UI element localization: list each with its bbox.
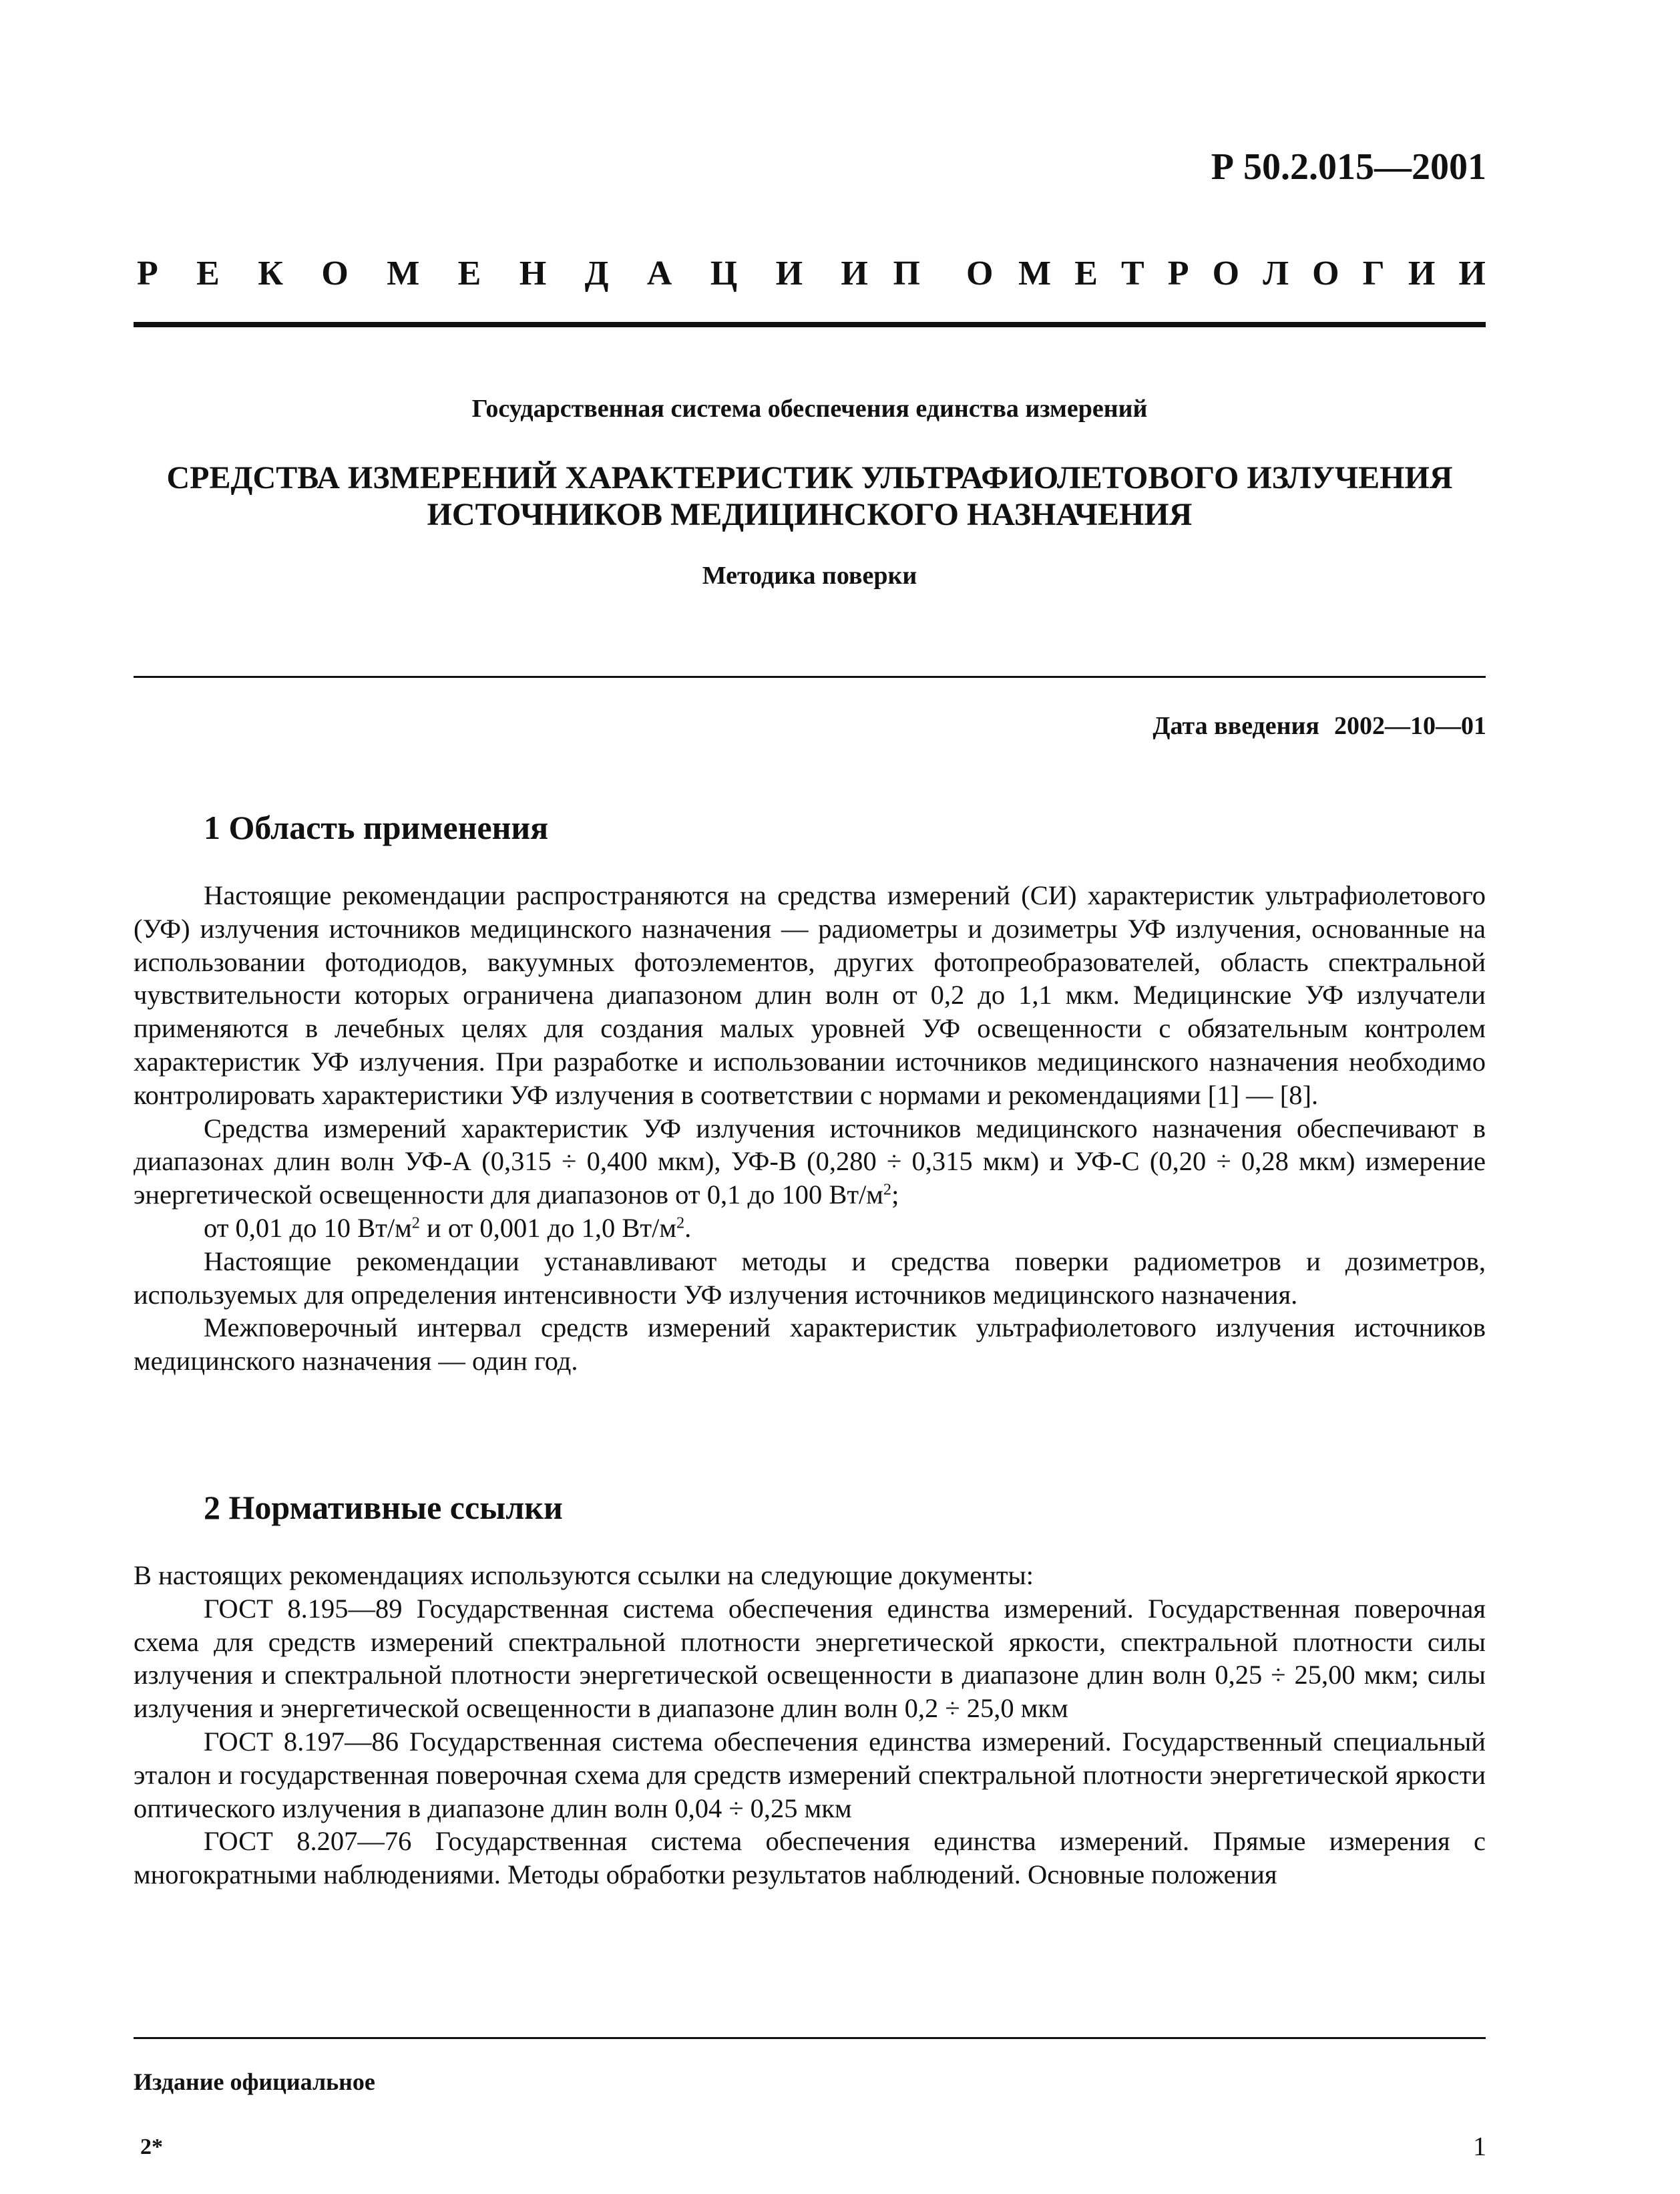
series-letter: О: [1212, 254, 1240, 293]
series-letter: И: [1408, 254, 1436, 293]
section-1-paragraph-scope: Настоящие рекомендации распространяются на средства измерений (СИ) характеристик ультрафиолетового (УФ) излучения источников медицинского назначения — радиометры и дозиметры УФ излучения, основанные на использовании фотодиодов, вакуумных фотоэлементов, других фотопреобразователей, область спектральной чувствительности которых ограничена диапазоном длин волн от 0,2 до 1,1 мкм. Медицинские УФ излучатели применяются в лечебных целях для создания малых уровней УФ освещенности с обязательным контролем характеристик УФ излучения. При разработке и использовании источников медицинского назначения необходимо контролировать характеристики УФ излучения в соответствии с нормами и рекомендациями [1] — [8].: [134, 880, 1486, 1110]
section-2-body: [134, 1559, 1486, 1891]
section-1-paragraph-ranges-cont: от 0,01 до 10 $Вт/м^2$ и от 0,001 до 1,0 $Вт/м^2$.: [204, 1212, 692, 1243]
series-letter: Ц: [710, 254, 738, 293]
series-letter: Р: [1167, 254, 1189, 293]
series-letter: М: [387, 254, 420, 293]
series-heading: [137, 254, 1486, 293]
title-rule: [134, 676, 1486, 678]
edition-label: Издание официальное: [134, 2068, 375, 2095]
series-letter: М: [1018, 254, 1052, 293]
series-letter: Л: [1263, 254, 1289, 293]
introduction-date-label: Дата введения: [1152, 712, 1319, 740]
introduction-date-value: 2002—10—01: [1334, 712, 1486, 740]
reference-gost-8-195: ГОСТ 8.195—89 Государственная система обеспечения единства измерений. Государственная поверочная схема для средств измерений спектральной плотности энергетической яркости, спектральной плотности силы излучения и спектральной плотности энергетической освещенности в диапазоне длин волн 0,25 ÷ 25,00 мкм; силы излучения и энергетической освещенности в диапазоне длин волн 0,2 ÷ 25,0 мкм: [134, 1593, 1486, 1724]
document-title-line-1: СРЕДСТВА ИЗМЕРЕНИЙ ХАРАКТЕРИСТИК УЛЬТРАФИОЛЕТОВОГО ИЗЛУЧЕНИЯ: [166, 460, 1453, 496]
section-2-heading: 2 Нормативные ссылки: [204, 1489, 563, 1526]
document-title-line-2: ИСТОЧНИКОВ МЕДИЦИНСКОГО НАЗНАЧЕНИЯ: [427, 497, 1193, 532]
series-letter: О: [966, 254, 994, 293]
series-letter: Е: [457, 254, 481, 293]
series-letter: Е: [196, 254, 220, 293]
footer-rule: [134, 2037, 1486, 2039]
series-letter: И: [841, 254, 868, 293]
series-word-recommendations: [137, 254, 868, 293]
section-1-paragraph-methods: Настоящие рекомендации устанавливают методы и средства поверки радиометров и дозиметров, используемых для определения интенсивности УФ излучения источников медицинского назначения.: [134, 1246, 1486, 1310]
section-2-intro: В настоящих рекомендациях используются ссылки на следующие документы:: [134, 1560, 1034, 1590]
series-letter: Д: [584, 254, 609, 293]
page-number: 1: [1473, 2131, 1486, 2161]
series-letter: Т: [1121, 254, 1144, 293]
section-1-heading: 1 Область применения: [204, 809, 549, 846]
series-letter: Р: [137, 254, 158, 293]
document-number: Р 50.2.015—2001: [1211, 146, 1486, 188]
reference-gost-8-197: ГОСТ 8.197—86 Государственная система обеспечения единства измерений. Государственный специальный эталон и государственная поверочная схема для средств измерений спектральной плотности энергетической яркости оптического излучения в диапазоне длин волн 0,04 ÷ 0,25 мкм: [134, 1726, 1486, 1823]
method-subtitle: Методика поверки: [702, 562, 917, 590]
series-letter: Н: [519, 254, 547, 293]
series-word-on: [893, 254, 994, 293]
series-letter: И: [1458, 254, 1486, 293]
series-letter: А: [646, 254, 672, 293]
series-letter: Г: [1362, 254, 1385, 293]
document-title: [134, 460, 1486, 533]
series-letter: К: [258, 254, 283, 293]
series-letter: П: [893, 254, 920, 293]
series-letter: О: [1312, 254, 1339, 293]
section-1-body: [134, 879, 1486, 1378]
signature-mark: 2*: [140, 2135, 163, 2159]
introduction-date: [1152, 711, 1486, 741]
reference-gost-8-207: ГОСТ 8.207—76 Государственная система обеспечения единства измерений. Прямые измерения с многократными наблюдениями. Методы обработки результатов наблюдений. Основные положения: [134, 1826, 1486, 1890]
section-1-paragraph-ranges: Средства измерений характеристик УФ излучения источников медицинского назначения обеспечивают в диапазонах длин волн УФ-А (0,315 ÷ 0,400 мкм), УФ-В (0,280 ÷ 0,315 мкм) и УФ-С (0,20 ÷ 0,28 мкм) измерение энергетической освещенности для диапазонов от 0,1 до 100 $Вт/м^2$;: [134, 1113, 1486, 1210]
series-word-metrology: [1018, 254, 1486, 293]
series-letter: Е: [1074, 254, 1098, 293]
series-letter: О: [321, 254, 349, 293]
section-1-paragraph-interval: Межповерочный интервал средств измерений характеристик ультрафиолетового излучения источников медицинского назначения — один год.: [134, 1312, 1486, 1377]
series-letter: И: [775, 254, 803, 293]
header-rule: [134, 322, 1486, 327]
system-title: Государственная система обеспечения единства измерений: [471, 395, 1148, 423]
